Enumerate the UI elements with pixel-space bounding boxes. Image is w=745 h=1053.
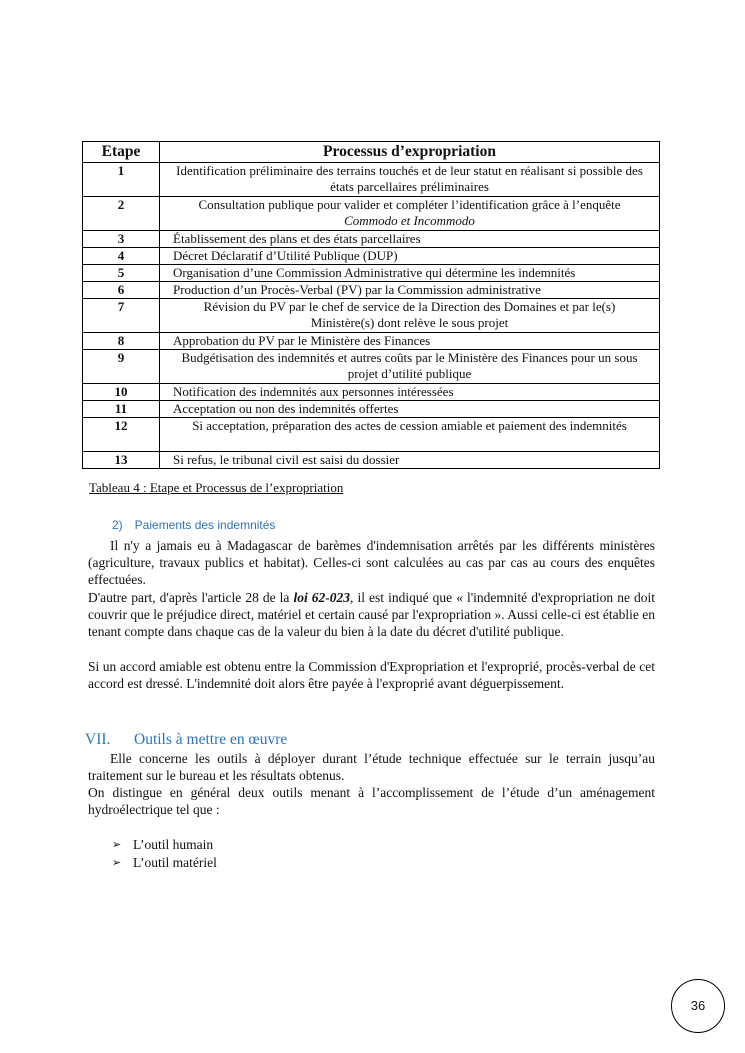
table-header-row	[83, 142, 660, 163]
step-number: 11	[83, 401, 160, 418]
step-number: 10	[83, 384, 160, 401]
table-row	[83, 231, 660, 248]
paragraph-deux-outils: On distingue en général deux outils menant à l’accomplissement de l’étude d’un aménagement hydroélectrique tel que :	[88, 785, 655, 818]
table-row	[83, 333, 660, 350]
step-number: 9	[83, 350, 160, 384]
step-text: Budgétisation des indemnités et autres coûts par le Ministère des Finances pour un sous projet d’utilité publique	[160, 350, 660, 384]
table-row	[83, 299, 660, 333]
step-text: Production d’un Procès-Verbal (PV) par la Commission administrative	[160, 282, 660, 299]
page-number: 36	[671, 979, 725, 1033]
header-processus: Processus d’expropriation	[160, 142, 660, 163]
step-text-regular: Consultation publique pour valider et compléter l’identification grâce à l’enquête	[198, 197, 621, 212]
step-number: 7	[83, 299, 160, 333]
subsection-heading: 2) Paiements des indemnités	[112, 518, 276, 532]
table-row	[83, 282, 660, 299]
section-title: Outils à mettre en œuvre	[134, 731, 288, 748]
step-text: Approbation du PV par le Ministère des Finances	[160, 333, 660, 350]
step-text: Décret Déclaratif d’Utilité Publique (DUP)	[160, 248, 660, 265]
arrow-bullet-icon: ➢	[112, 855, 122, 869]
paragraph-article-28	[88, 589, 655, 641]
law-reference: loi 62-023	[293, 590, 351, 605]
step-text: Organisation d’une Commission Administrative qui détermine les indemnités	[160, 265, 660, 282]
table-row	[83, 350, 660, 384]
step-number: 8	[83, 333, 160, 350]
table-row	[83, 384, 660, 401]
section-heading	[85, 731, 287, 749]
table-row	[83, 452, 660, 469]
step-text: Révision du PV par le chef de service de la Direction des Domaines et par le(s) Ministère(s) dont relève le sous projet	[160, 299, 660, 333]
paragraph-outils-intro: Elle concerne les outils à déployer durant l’étude technique effectuée sur le terrain jusqu’au traitement sur le bureau et les résultats obtenus.	[88, 751, 655, 784]
list-item	[112, 836, 217, 854]
table-row	[83, 401, 660, 418]
step-text: Établissement des plans et des états parcellaires	[160, 231, 660, 248]
step-number: 4	[83, 248, 160, 265]
arrow-bullet-icon: ➢	[112, 838, 122, 851]
table-row	[83, 265, 660, 282]
step-text	[160, 197, 660, 231]
step-number: 5	[83, 265, 160, 282]
paragraph-text: , il est indiqué que « l'indemnité d'expropriation ne doit couvrir que le préjudice direct, matériel et certain causé par l'expropriation ». Aussi celle-ci est établie en tenant compte dans chaque cas de la valeur du bien à la date du décret d'utilité publique.	[88, 590, 655, 640]
step-number: 3	[83, 231, 160, 248]
step-text-italic: Commodo et Incommodo	[344, 213, 475, 228]
step-text: Acceptation ou non des indemnités offertes	[160, 401, 660, 418]
paragraph-text: D'autre part, d'après l'article 28 de la	[88, 590, 294, 605]
step-number: 1	[83, 163, 160, 197]
step-number: 2	[83, 197, 160, 231]
table-row	[83, 197, 660, 231]
list-item-text: L’outil humain	[133, 837, 214, 852]
step-number: 6	[83, 282, 160, 299]
step-text: Identification préliminaire des terrains touchés et de leur statut en réalisant si possible des états parcellaires préliminaires	[160, 163, 660, 197]
table-row	[83, 248, 660, 265]
table-row	[83, 418, 660, 452]
section-number: VII.	[85, 731, 111, 748]
header-etape: Etape	[83, 142, 160, 163]
step-text: Notification des indemnités aux personnes intéressées	[160, 384, 660, 401]
step-number: 13	[83, 452, 160, 469]
table-caption: Tableau 4 : Etape et Processus de l’expropriation	[89, 480, 344, 495]
step-text: Si acceptation, préparation des actes de cession amiable et paiement des indemnités	[160, 418, 660, 452]
tools-list	[112, 836, 217, 871]
expropriation-process-table	[82, 141, 660, 469]
step-text: Si refus, le tribunal civil est saisi du dossier	[160, 452, 660, 469]
paragraph-accord-amiable: Si un accord amiable est obtenu entre la Commission d'Expropriation et l'exproprié, procès-verbal de cet accord est dressé. L'indemnité doit alors être payée à l'exproprié avant déguerpissement.	[88, 659, 655, 692]
table-row	[83, 163, 660, 197]
list-item-text: L’outil matériel	[133, 854, 217, 870]
paragraph-baremes: Il n'y a jamais eu à Madagascar de barèmes d'indemnisation arrêtés par les différents ministères (agriculture, travaux publics et habitat). Celles-ci sont calculées au cas par cas au cours des enquêtes effectuées.	[88, 538, 655, 588]
step-number: 12	[83, 418, 160, 452]
list-item	[112, 854, 217, 872]
